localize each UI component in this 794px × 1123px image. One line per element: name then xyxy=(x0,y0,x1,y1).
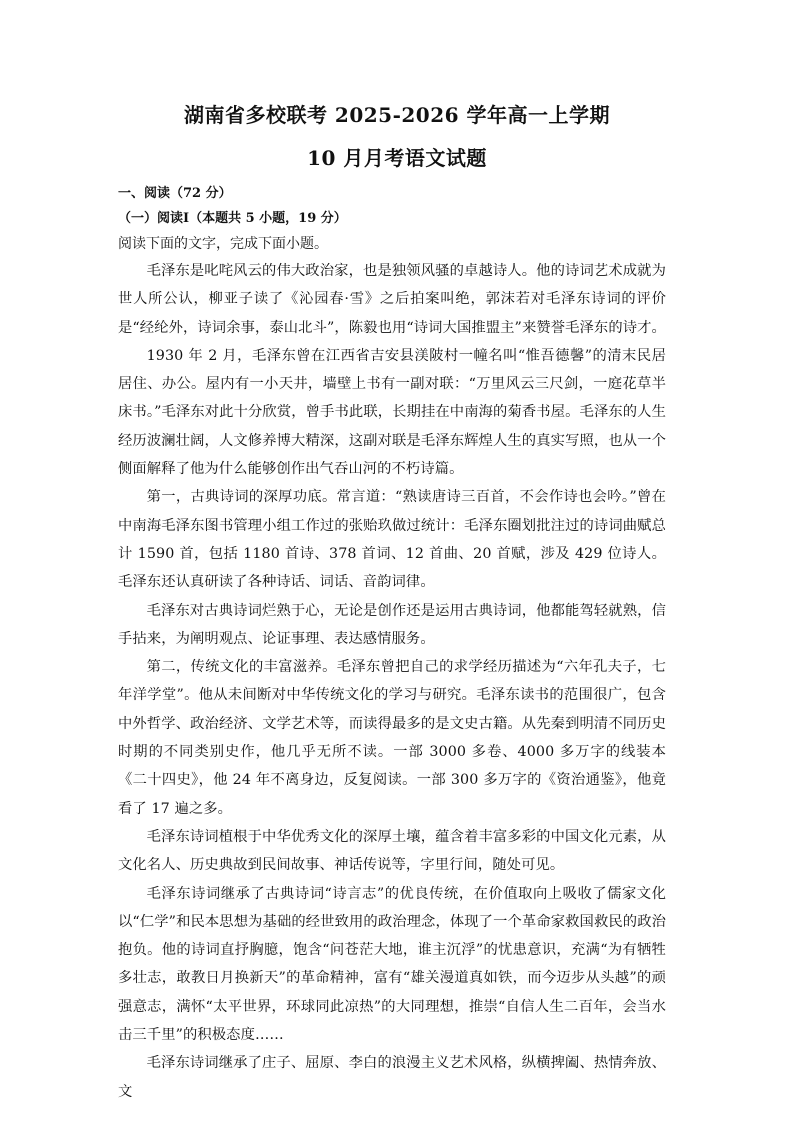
passage-paragraph: 第一，古典诗词的深厚功底。常言道：“熟读唐诗三百首，不会作诗也会吟。”曾在中南海毛泽东图书管理小组工作过的张贻玖做过统计：毛泽东圈划批注过的诗词曲赋总计 1590 首，包括 1180 首诗、378 首词、12 首曲、20 首赋，涉及 429 位诗人。毛泽东还认真研读了各种诗话、词话、音韵词律。 xyxy=(118,489,666,591)
passage-body xyxy=(118,257,666,1106)
reading-instruction: 阅读下面的文字，完成下面小题。 xyxy=(118,236,328,252)
passage-paragraph: 第二，传统文化的丰富滋养。毛泽东曾把自己的求学经历描述为“六年孔夫子，七年洋学堂”。他从未间断对中华传统文化的学习与研究。毛泽东读书的范围很广，包含中外哲学、政治经济、文学艺术等，而读得最多的是文史古籍。从先秦到明清不同历史时期的不同类别史作，他几乎无所不读。一部 3000 多卷、4000 多万字的线装本《二十四史》，他 24 年不离身边，反复阅读。一部 300 多万字的《资治通鉴》，他竟看了 17 遍之多。 xyxy=(118,659,666,817)
passage-paragraph: 毛泽东对古典诗词烂熟于心，无论是创作还是运用古典诗词，他都能驾轻就熟，信手拈来，为阐明观点、论证事理、表达感情服务。 xyxy=(118,602,666,647)
passage-paragraph: 毛泽东是叱咤风云的伟大政治家，也是独领风骚的卓越诗人。他的诗词艺术成就为世人所公认，柳亚子读了《沁园春·雪》之后拍案叫绝，郭沫若对毛泽东诗词的评价是“经纶外，诗词余事，泰山北斗”，陈毅也用“诗词大国推盟主”来赞誉毛泽东的诗才。 xyxy=(118,263,666,336)
document-title-line-2: 10 月月考语文试题 xyxy=(307,146,487,170)
section-sub-heading: （一）阅读Ⅰ（本题共 5 小题，19 分） xyxy=(118,211,347,226)
section-heading: 一、阅读（72 分） xyxy=(118,186,232,201)
document-title-line-1: 湖南省多校联考 2025-2026 学年高一上学期 xyxy=(183,103,611,127)
passage-paragraph: 毛泽东诗词植根于中华优秀文化的深厚土壤，蕴含着丰富多彩的中国文化元素，从文化名人、历史典故到民间故事、神话传说等，字里行间，随处可见。 xyxy=(118,828,666,874)
passage-paragraph: 1930 年 2 月，毛泽东曾在江西省吉安县渼陂村一幢名叫“惟吾德馨”的清末民居居住、办公。屋内有一小天井，墙壁上书有一副对联：“万里风云三尺剑，一庭花草半床书。”毛泽东对此十分欣赏，曾手书此联，长期挂在中南海的菊香书屋。毛泽东的人生经历波澜壮阔，人文修养博大精深，这副对联是毛泽东辉煌人生的真实写照，也从一个侧面解释了他为什么能够创作出气吞山河的不朽诗篇。 xyxy=(118,347,666,478)
passage-paragraph: 毛泽东诗词继承了古典诗词“诗言志”的优良传统，在价值取向上吸收了儒家文化以“仁学”和民本思想为基础的经世致用的政治理念，体现了一个革命家救国救民的政治抱负。他的诗词直抒胸臆，饱含“问苍茫大地，谁主沉浮”的忧患意识，充满“为有牺牲多壮志，敢教日月换新天”的革命精神，富有“雄关漫道真如铁，而今迈步从头越”的顽强意志，满怀“太平世界，环球同此凉热”的大同理想，推崇“自信人生二百年，会当水击三千里”的积极态度…… xyxy=(118,885,666,1044)
passage-paragraph: 毛泽东诗词继承了庄子、屈原、李白的浪漫主义艺术风格，纵横捭阖、热情奔放、文 xyxy=(118,1055,666,1100)
